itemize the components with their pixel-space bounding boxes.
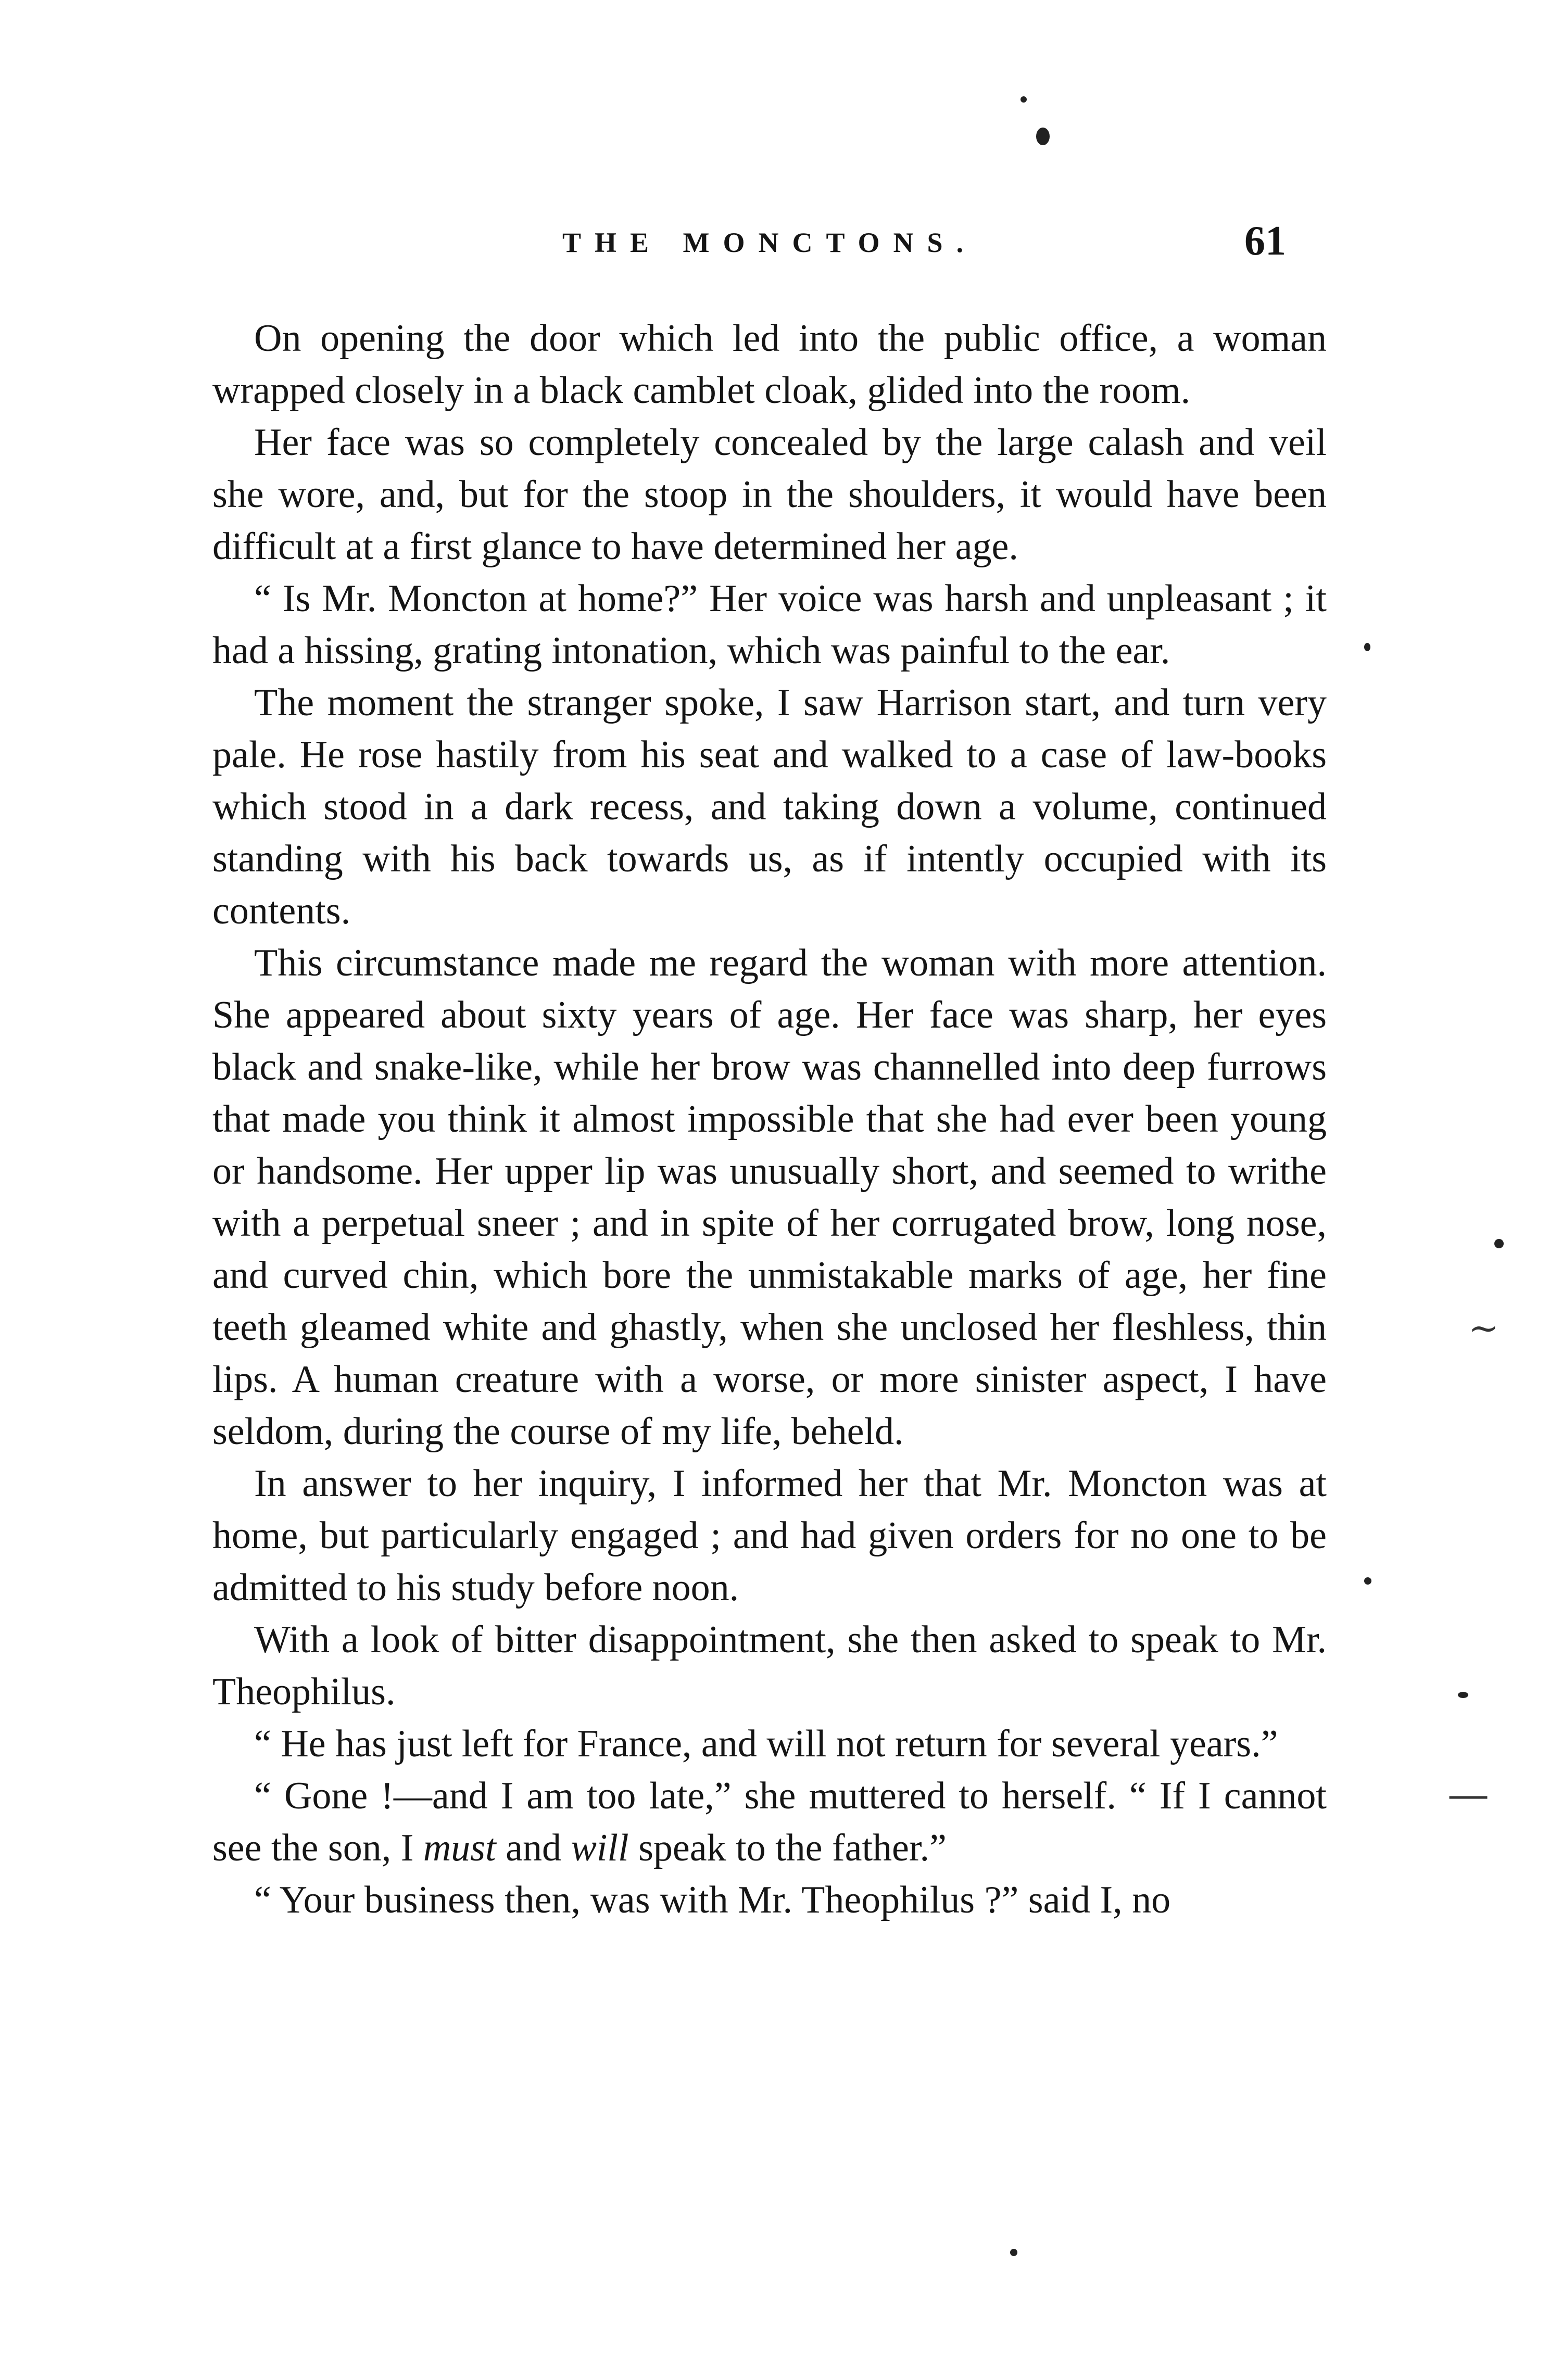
paragraph-9 <box>212 1770 1327 1874</box>
paragraph-10: “ Your business then, was with Mr. Theophilus ?” said I, no <box>254 1879 1171 1921</box>
scan-speck <box>1036 128 1050 145</box>
running-title: THE MONCTONS. <box>562 227 977 258</box>
body-text <box>212 312 1327 1926</box>
paragraph-9-part-1: “ Gone !—and I am too late,” she muttered to herself. “ If I cannot see the son, I <box>212 1775 1327 1869</box>
paragraph-9-part-2: and <box>496 1827 571 1869</box>
scan-speck <box>1010 2249 1017 2256</box>
scan-speck <box>1364 1577 1371 1585</box>
paragraph-2: Her face was so completely concealed by the large calash and veil she wore, and, but for the stoop in the shoulders, it would have been difficult at a first glance to have determined her age. <box>212 421 1327 568</box>
paragraph-8: “ He has just left for France, and will not return for several years.” <box>254 1723 1278 1765</box>
italic-will: will <box>571 1827 629 1869</box>
scan-speck <box>1494 1239 1504 1248</box>
paragraph-4: The moment the stranger spoke, I saw Harrison start, and turn very pale. He rose hastily from his seat and walked to a case of law-books which stood in a dark recess, and taking down a volume, continued standing with his back towards us, as if intently occupied with its contents. <box>212 681 1327 932</box>
margin-scribble-mark: ~ <box>1468 1307 1499 1349</box>
scan-speck <box>1021 96 1027 103</box>
paragraph-9-part-3: speak to the father.” <box>628 1827 947 1869</box>
paragraph-7: With a look of bitter disappointment, she then asked to speak to Mr. Theophilus. <box>212 1618 1327 1713</box>
scan-speck <box>1458 1692 1468 1698</box>
paragraph-3: “ Is Mr. Moncton at home?” Her voice was harsh and unpleasant ; it had a hissing, grating intonation, which was painful to the ear. <box>212 577 1327 672</box>
page-number: 61 <box>1244 218 1286 264</box>
italic-must: must <box>423 1827 496 1869</box>
paragraph-6: In answer to her inquiry, I informed her that Mr. Moncton was at home, but particularly engaged ; and had given orders for no one to be admitted to his study before noon. <box>212 1462 1327 1609</box>
margin-scribble-mark: — <box>1447 1770 1489 1818</box>
scan-speck <box>1364 643 1370 651</box>
paragraph-5: This circumstance made me regard the woman with more attention. She appeared about sixty years of age. Her face was sharp, her eyes black and snake-like, while her brow was channelled into deep furrows that made you think it almost impossible that she had ever been young or handsome. Her upper lip was unusually short, and seemed to writhe with a perpetual sneer ; and in spite of her corrugated brow, long nose, and curved chin, which bore the unmistakable marks of age, her fine teeth gleamed white and ghastly, when she unclosed her fleshless, thin lips. A human creature with a worse, or more sinister aspect, I have seldom, during the course of my life, beheld. <box>212 942 1327 1453</box>
paragraph-1: On opening the door which led into the public office, a woman wrapped closely in a black camblet cloak, glided into the room. <box>212 317 1327 412</box>
